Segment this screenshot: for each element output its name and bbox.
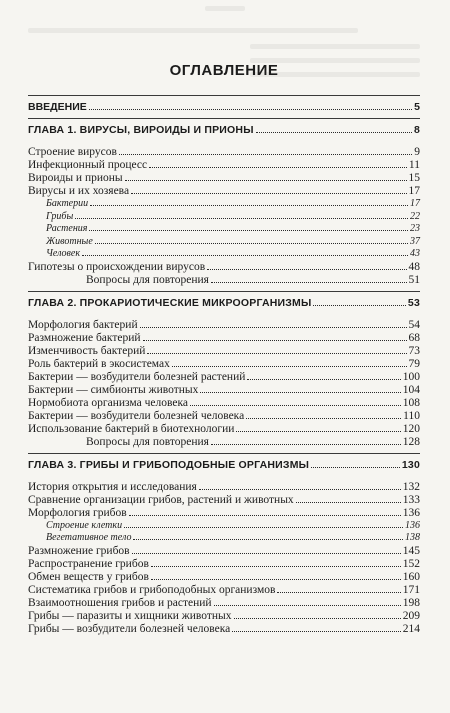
toc-chapter-1 (28, 119, 420, 291)
toc-chapter-3 (28, 454, 420, 640)
toc-entry-intro[interactable]: ВВЕДЕНИЕ 5 (28, 101, 420, 113)
toc-chapters (28, 118, 420, 640)
toc-entry[interactable]: Нормобиота организма человека 108 (28, 396, 420, 409)
toc-subentry[interactable]: Бактерии 17 (46, 198, 420, 209)
toc-entry[interactable]: Морфология грибов 136 (28, 506, 420, 519)
toc-chapter-title[interactable]: ГЛАВА 3. ГРИБЫ И ГРИБОПОДОБНЫЕ ОРГАНИЗМЫ 130 (28, 458, 420, 471)
toc-entry[interactable]: Обмен веществ у грибов 160 (28, 570, 420, 583)
toc-entry[interactable]: Вироиды и прионы 15 (28, 172, 420, 184)
toc-entry[interactable]: Морфология бактерий 54 (28, 318, 420, 331)
toc-entry[interactable]: Изменчивость бактерий 73 (28, 344, 420, 357)
toc-entry[interactable]: Гипотезы о происхождении вирусов 48 (28, 260, 420, 273)
toc-entry[interactable]: Роль бактерий в экосистемах 79 (28, 357, 420, 370)
toc-subentry[interactable]: Человек 43 (46, 248, 420, 259)
toc-entry[interactable]: Строение вирусов 9 (28, 146, 420, 158)
toc-entry[interactable]: Грибы — паразиты и хищники животных 209 (28, 609, 420, 622)
toc-entry[interactable]: Систематика грибов и грибоподобных организмов 171 (28, 583, 420, 596)
toc-entry[interactable]: Взаимоотношения грибов и растений 198 (28, 596, 420, 609)
toc-subentry[interactable]: Грибы 22 (46, 210, 420, 222)
toc-page (28, 52, 420, 640)
toc-chapter-title[interactable]: ГЛАВА 1. ВИРУСЫ, ВИРОИДЫ И ПРИОНЫ 8 (28, 124, 420, 136)
toc-entry[interactable]: Сравнение организации грибов, растений и животных 133 (28, 493, 420, 506)
toc-entry[interactable]: Грибы — возбудители болезней человека 214 (28, 622, 420, 635)
toc-intro (28, 96, 420, 118)
toc-review-questions[interactable]: Вопросы для повторения 128 (86, 435, 420, 448)
toc-entry[interactable]: Использование бактерий в биотехнологии 120 (28, 422, 420, 435)
toc-chapter-2 (28, 292, 420, 453)
toc-entry[interactable]: Распространение грибов 152 (28, 557, 420, 570)
toc-entry[interactable]: Размножение бактерий 68 (28, 331, 420, 344)
toc-entry[interactable]: Вирусы и их хозяева 17 (28, 185, 420, 197)
toc-entry[interactable]: Размножение грибов 145 (28, 544, 420, 557)
toc-subentry[interactable]: Строение клетки 136 (46, 519, 420, 531)
toc-review-questions[interactable]: Вопросы для повторения 51 (86, 273, 420, 286)
toc-entry[interactable]: История открытия и исследования 132 (28, 480, 420, 493)
toc-subentry[interactable]: Растения 23 (46, 223, 420, 234)
toc-heading: ОГЛАВЛЕНИЕ (169, 62, 279, 79)
toc-entry[interactable]: Бактерии — симбионты животных 104 (28, 383, 420, 396)
toc-chapter-title[interactable]: ГЛАВА 2. ПРОКАРИОТИЧЕСКИЕ МИКРООРГАНИЗМЫ 53 (28, 296, 420, 309)
toc-subentry[interactable]: Животные 37 (46, 235, 420, 247)
toc-entry[interactable]: Инфекционный процесс 11 (28, 159, 420, 171)
toc-entry[interactable]: Бактерии — возбудители болезней человека 110 (28, 409, 420, 422)
toc-subentry[interactable]: Вегетативное тело 138 (46, 532, 420, 543)
toc-entry[interactable]: Бактерии — возбудители болезней растений 100 (28, 370, 420, 383)
